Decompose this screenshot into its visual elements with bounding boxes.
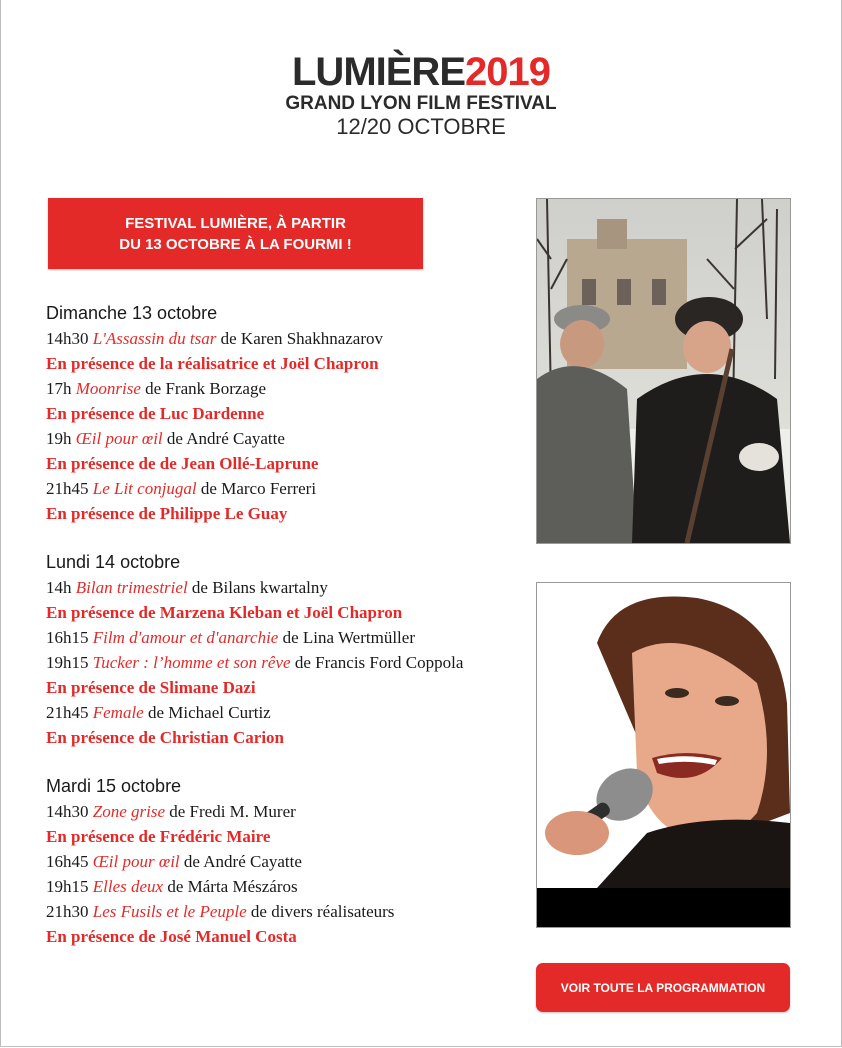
logo-subtitle: GRAND LYON FILM FESTIVAL bbox=[285, 93, 557, 114]
presence-note bbox=[46, 675, 526, 700]
program-list bbox=[46, 301, 526, 973]
festival-logo[interactable] bbox=[0, 50, 842, 140]
day-heading: Mardi 15 octobre bbox=[46, 776, 182, 796]
banner-line-2: DU 13 OCTOBRE À LA FOURMI ! bbox=[119, 235, 352, 253]
screening-time: 19h15 bbox=[46, 877, 89, 896]
screening-line bbox=[46, 899, 526, 924]
presence-text: En présence de Slimane Dazi bbox=[46, 678, 256, 697]
film-title-link[interactable]: L'Assassin du tsar bbox=[92, 329, 217, 348]
screening-line bbox=[46, 650, 526, 675]
screening-time: 21h45 bbox=[46, 703, 89, 722]
film-title-link[interactable]: Elles deux bbox=[92, 877, 164, 896]
presence-note bbox=[46, 924, 526, 949]
presence-note bbox=[46, 725, 526, 750]
presence-text: En présence de Philippe Le Guay bbox=[46, 504, 288, 523]
screening-time: 14h30 bbox=[46, 802, 89, 821]
film-title-link[interactable]: Female bbox=[92, 703, 144, 722]
film-still-singer bbox=[536, 582, 791, 928]
screening-line bbox=[46, 874, 526, 899]
day-heading: Dimanche 13 octobre bbox=[46, 303, 218, 323]
screening-time: 21h30 bbox=[46, 902, 89, 921]
presence-note bbox=[46, 501, 526, 526]
screening-line bbox=[46, 575, 526, 600]
film-director: de Francis Ford Coppola bbox=[294, 653, 464, 672]
presence-note bbox=[46, 600, 526, 625]
logo-dates: 12/20 OCTOBRE bbox=[336, 114, 506, 139]
screening-time: 14h bbox=[46, 578, 72, 597]
film-director: de André Cayatte bbox=[166, 429, 285, 448]
film-director: de André Cayatte bbox=[183, 852, 302, 871]
screening-line bbox=[46, 376, 526, 401]
film-title-link[interactable]: Film d'amour et d'anarchie bbox=[92, 628, 279, 647]
screening-time: 17h bbox=[46, 379, 72, 398]
presence-text: En présence de Frédéric Maire bbox=[46, 827, 271, 846]
logo-title bbox=[0, 50, 842, 94]
presence-text: En présence de José Manuel Costa bbox=[46, 927, 297, 946]
view-full-program-button[interactable]: VOIR TOUTE LA PROGRAMMATION bbox=[536, 963, 790, 1012]
presence-text: En présence de la réalisatrice et Joël Chapron bbox=[46, 354, 379, 373]
screening-line bbox=[46, 326, 526, 351]
presence-note bbox=[46, 351, 526, 376]
day-block bbox=[46, 550, 526, 750]
film-title-link[interactable]: Moonrise bbox=[75, 379, 141, 398]
presence-text: En présence de Christian Carion bbox=[46, 728, 284, 747]
screening-time: 19h15 bbox=[46, 653, 89, 672]
logo-year: 2019 bbox=[465, 50, 550, 94]
screening-line bbox=[46, 426, 526, 451]
presence-text: En présence de Marzena Kleban et Joël Chapron bbox=[46, 603, 403, 622]
presence-note bbox=[46, 401, 526, 426]
film-title-link[interactable]: Les Fusils et le Peuple bbox=[92, 902, 247, 921]
screening-line bbox=[46, 476, 526, 501]
logo-word: LUMIÈRE bbox=[292, 50, 465, 94]
film-title-link[interactable]: Tucker : l’homme et son rêve bbox=[92, 653, 291, 672]
film-director: de Marco Ferreri bbox=[200, 479, 317, 498]
film-director: de Fredi M. Murer bbox=[169, 802, 296, 821]
presence-note bbox=[46, 824, 526, 849]
banner-line-1: FESTIVAL LUMIÈRE, À PARTIR bbox=[125, 214, 346, 232]
film-title-link[interactable]: Le Lit conjugal bbox=[92, 479, 197, 498]
film-still-winter-scene bbox=[536, 198, 791, 544]
film-director: de Bilans kwartalny bbox=[191, 578, 328, 597]
film-director: de Márta Mészáros bbox=[167, 877, 298, 896]
screening-time: 16h15 bbox=[46, 628, 89, 647]
film-title-link[interactable]: Zone grise bbox=[92, 802, 165, 821]
screening-line bbox=[46, 799, 526, 824]
screening-time: 16h45 bbox=[46, 852, 89, 871]
film-title-link[interactable]: Bilan trimestriel bbox=[75, 578, 188, 597]
day-block bbox=[46, 301, 526, 526]
film-director: de Karen Shakhnazarov bbox=[220, 329, 383, 348]
screening-time: 19h bbox=[46, 429, 72, 448]
screening-line bbox=[46, 625, 526, 650]
screening-line bbox=[46, 849, 526, 874]
film-director: de Frank Borzage bbox=[145, 379, 267, 398]
festival-banner bbox=[48, 198, 423, 269]
screening-time: 14h30 bbox=[46, 329, 89, 348]
screening-time: 21h45 bbox=[46, 479, 89, 498]
presence-text: En présence de Luc Dardenne bbox=[46, 404, 265, 423]
film-director: de Michael Curtiz bbox=[147, 703, 271, 722]
day-heading: Lundi 14 octobre bbox=[46, 552, 181, 572]
day-block bbox=[46, 774, 526, 949]
film-director: de divers réalisateurs bbox=[250, 902, 395, 921]
film-director: de Lina Wertmüller bbox=[282, 628, 415, 647]
film-title-link[interactable]: Œil pour œil bbox=[75, 429, 163, 448]
film-title-link[interactable]: Œil pour œil bbox=[92, 852, 180, 871]
screening-line bbox=[46, 700, 526, 725]
presence-text: En présence de de Jean Ollé-Laprune bbox=[46, 454, 319, 473]
presence-note bbox=[46, 451, 526, 476]
